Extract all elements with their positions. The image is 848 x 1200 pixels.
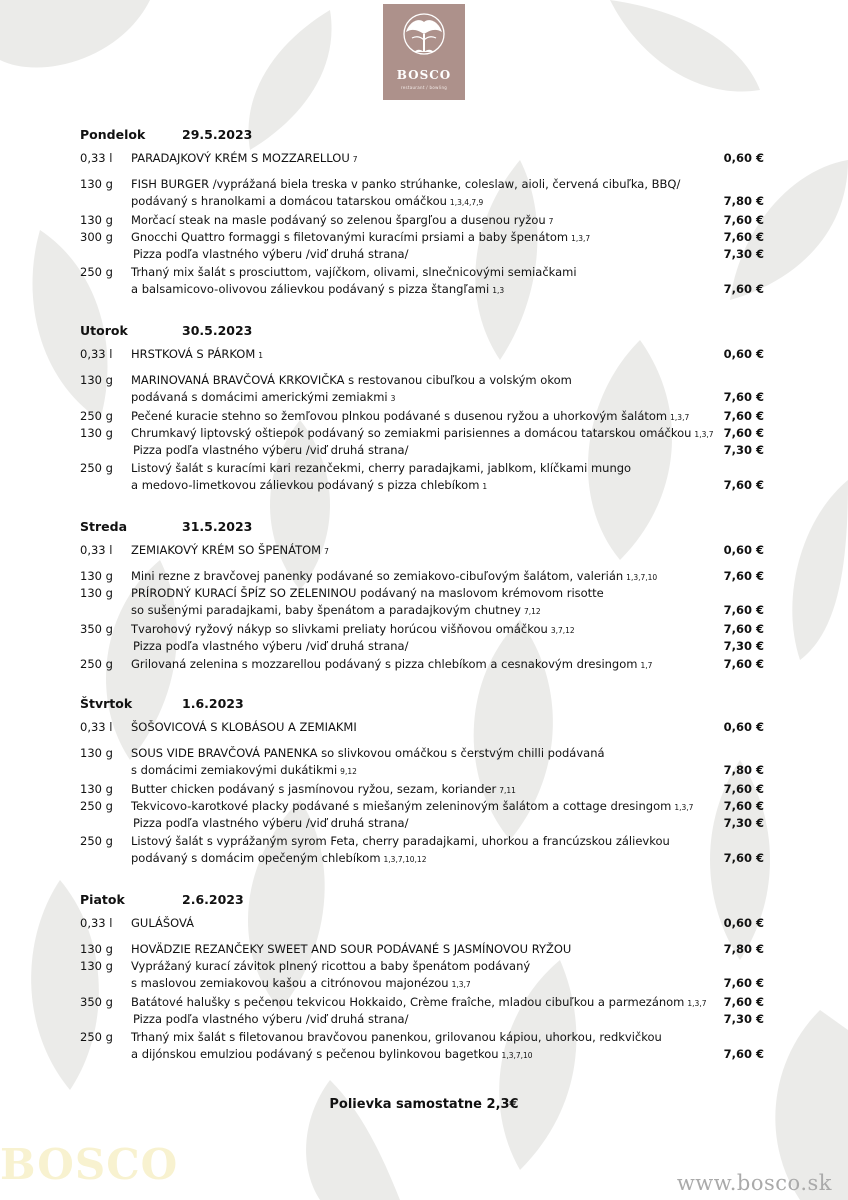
item-quantity: 0,33 l	[80, 543, 113, 557]
item-description	[131, 975, 471, 993]
item-description	[131, 176, 680, 193]
item-price: 7,60 €	[723, 850, 764, 865]
item-price: 0,60 €	[723, 347, 764, 361]
item-price: 7,30 €	[723, 639, 764, 654]
item-price: 7,60 €	[723, 477, 764, 492]
item-description	[131, 193, 483, 211]
item-description-text: Chrumkavý liptovský oštiepok podávaný so zemiakmi parisiennes a domácou tatarskou omáčkou	[131, 426, 692, 441]
allergen-codes: 9,12	[340, 767, 357, 777]
item-description-text: Mini rezne z bravčovej panenky podávané so zemiakovo-cibuľovým šalátom, valerián	[131, 569, 624, 583]
item-description-text: s maslovou zemiakovou kašou a citrónovou majonézou	[131, 976, 449, 991]
item-description	[133, 1011, 408, 1028]
item-price: 7,60 €	[723, 656, 764, 671]
item-price: 7,80 €	[723, 194, 764, 209]
day-name: Utorok	[80, 323, 128, 338]
item-quantity: 0,33 l	[80, 151, 113, 165]
day-name: Pondelok	[80, 127, 146, 142]
soup-name	[131, 150, 358, 168]
item-description	[131, 389, 395, 407]
item-quantity: 350 g	[80, 622, 113, 637]
item-price: 7,60 €	[723, 622, 764, 637]
day-date: 30.5.2023	[182, 323, 253, 338]
item-quantity: 130 g	[80, 426, 113, 441]
item-quantity: 250 g	[80, 1029, 113, 1044]
day-date: 1.6.2023	[182, 696, 244, 711]
item-price: 7,60 €	[723, 995, 764, 1010]
logo-wordmark: BOSCO	[396, 68, 452, 82]
allergen-codes: 1,3,7,10	[626, 573, 658, 582]
allergen-codes: 7	[548, 216, 554, 226]
item-description-text: a balsamicovo-olivovou zálievkou podávaný s pizza štangľami	[131, 281, 490, 296]
menu-item-line	[0, 815, 848, 832]
menu-item-line	[0, 425, 848, 442]
day-date: 29.5.2023	[182, 127, 253, 142]
item-description-text: Pizza podľa vlastného výberu /viď druhá strana/	[133, 816, 409, 831]
allergen-codes: 7,12	[523, 607, 541, 617]
item-price: 7,30 €	[723, 443, 764, 458]
item-description	[131, 833, 670, 850]
menu-item-line	[0, 477, 848, 494]
item-price: 7,80 €	[723, 763, 764, 778]
menu-item-line	[0, 1046, 848, 1063]
item-quantity: 250 g	[80, 833, 113, 848]
item-quantity: 250 g	[80, 264, 113, 279]
day-name: Štvrtok	[80, 696, 133, 711]
item-description	[133, 442, 408, 459]
item-description	[131, 264, 577, 281]
item-description-text: Pizza podľa vlastného výberu /viď druhá strana/	[133, 443, 409, 458]
menu-item-line	[0, 994, 848, 1011]
allergen-codes: 1,3,4,7,9	[449, 198, 484, 208]
item-description	[131, 477, 487, 495]
item-description-text: podávaný s domácim opečeným chlebíkom	[131, 850, 381, 865]
item-price: 7,60 €	[723, 569, 764, 583]
menu-item-line	[0, 389, 848, 406]
item-description-text: Tekvicovo-karotkové placky podávané s miešaným zeleninovým šalátom a cottage dresingom	[131, 799, 672, 814]
item-description	[131, 460, 631, 477]
menu-item-line	[0, 745, 848, 762]
item-description-text: Pečené kuracie stehno so žemľovou plnkou podávané s dusenou ryžou a uhorkovým šalátom	[131, 408, 668, 423]
item-quantity: 250 g	[80, 656, 113, 671]
menu-item-line	[0, 568, 848, 585]
item-description-text: FISH BURGER /vyprážaná biela treska v panko strúhanke, coleslaw, aioli, červená cibuľka, BBQ/	[131, 177, 681, 191]
menu-item-line	[0, 1029, 848, 1046]
day-name: Streda	[80, 519, 128, 534]
allergen-codes: 3,7,12	[550, 626, 575, 636]
item-price: 7,60 €	[723, 408, 764, 423]
menu-item-line	[0, 264, 848, 281]
day-name: Piatok	[80, 892, 125, 907]
item-description-text: Trhaný mix šalát s prosciuttom, vajíčkom, olivami, slnečnicovými semiačkami	[131, 264, 577, 279]
item-description	[131, 602, 541, 620]
item-quantity: 130 g	[80, 586, 113, 601]
soup-name	[131, 542, 329, 560]
menu-item-line	[0, 585, 848, 602]
item-description-text: Butter chicken podávaný s jasmínovou ryžou, sezam, koriander	[131, 781, 497, 796]
item-quantity: 130 g	[80, 781, 113, 796]
item-description-text: Listový šalát s vyprážaným syrom Feta, cherry paradajkami, uhorkou a francúzskou zálievkou	[131, 833, 670, 848]
item-quantity: 250 g	[80, 799, 113, 814]
menu-item-line	[0, 408, 848, 425]
allergen-codes: 1,3,7	[674, 803, 694, 813]
item-price: 7,60 €	[723, 976, 764, 991]
item-quantity: 130 g	[80, 212, 113, 227]
item-description-text: Listový šalát s kuracími kari rezančekmi, cherry paradajkami, jablkom, klíčkami mungo	[131, 460, 632, 475]
menu-item-line	[0, 798, 848, 815]
item-description	[131, 1029, 662, 1046]
item-price: 7,30 €	[723, 1012, 764, 1027]
item-description	[131, 656, 652, 674]
item-description	[133, 638, 408, 655]
allergen-codes: 1,7	[640, 660, 653, 670]
item-description	[131, 568, 657, 586]
item-description-text: HOVÄDZIE REZANČEKY SWEET AND SOUR PODÁVANÉ S JASMÍNOVOU RYŽOU	[131, 942, 572, 956]
item-description	[131, 372, 572, 389]
item-description-text: MARINOVANÁ BRAVČOVÁ KRKOVIČKA s restovanou cibuľkou a volským okom	[131, 373, 572, 387]
menu-item-line	[0, 638, 848, 655]
item-description	[131, 781, 516, 799]
soup-name-text: ZEMIAKOVÝ KRÉM SO ŠPENÁTOM	[131, 543, 322, 557]
item-description	[131, 1046, 533, 1064]
item-price: 0,60 €	[723, 151, 764, 165]
menu-item-line	[0, 975, 848, 992]
item-quantity: 130 g	[80, 959, 113, 974]
allergen-codes: 1	[482, 481, 488, 491]
soup-name-text: HRSTKOVÁ S PÁRKOM	[131, 347, 256, 361]
menu-item-line	[0, 212, 848, 229]
item-quantity: 0,33 l	[80, 720, 113, 734]
soup-row	[0, 542, 848, 559]
item-description	[131, 762, 357, 780]
soup-name-text: ŠOŠOVICOVÁ S KLOBÁSOU A ZEMIAKMI	[131, 720, 357, 734]
item-description-text: Tvarohový ryžový nákyp so slivkami preliaty horúcou višňovou omáčkou	[131, 622, 548, 637]
item-description-text: Pizza podľa vlastného výberu /viď druhá strana/	[133, 247, 409, 262]
item-price: 7,60 €	[723, 799, 764, 814]
allergen-codes: 1,3,7	[694, 430, 714, 440]
item-price: 7,60 €	[723, 603, 764, 618]
item-description-text: Vyprážaný kurací závitok plnený ricottou a baby špenátom podávaný	[131, 959, 531, 974]
item-quantity: 130 g	[80, 373, 113, 387]
item-quantity: 350 g	[80, 995, 113, 1010]
soup-name	[131, 346, 263, 364]
day-date: 2.6.2023	[182, 892, 244, 907]
allergen-codes: 1,3,7	[451, 980, 471, 990]
menu-item-line	[0, 833, 848, 850]
menu-item-line	[0, 281, 848, 298]
menu-item-line	[0, 602, 848, 619]
item-price: 7,80 €	[723, 942, 764, 956]
item-description	[131, 229, 590, 247]
allergen-codes: 1,3,7	[571, 234, 591, 244]
menu-item-line	[0, 229, 848, 246]
item-description	[131, 850, 426, 868]
brand-watermark: BOSCO	[0, 1140, 179, 1189]
item-quantity: 250 g	[80, 408, 113, 423]
item-description-text: podávaná s domácimi americkými zemiakmi	[131, 390, 388, 405]
allergen-codes: 7	[352, 155, 358, 164]
menu-item-line	[0, 621, 848, 638]
allergen-codes: 1,3,7,10	[501, 1050, 533, 1060]
item-description	[131, 994, 706, 1012]
item-description	[131, 281, 504, 299]
allergen-codes: 1	[258, 351, 264, 360]
menu-item-line	[0, 762, 848, 779]
logo-tagline: restaurant / bowling	[400, 85, 448, 90]
menu-item-line	[0, 781, 848, 798]
item-quantity: 130 g	[80, 569, 113, 583]
item-price: 7,60 €	[723, 212, 764, 227]
soup-row	[0, 346, 848, 363]
allergen-codes: 7,11	[499, 785, 516, 795]
item-price: 0,60 €	[723, 916, 764, 930]
item-price: 7,60 €	[723, 230, 764, 245]
item-quantity: 300 g	[80, 230, 113, 245]
item-quantity: 130 g	[80, 942, 113, 956]
item-price: 7,60 €	[723, 1046, 764, 1061]
item-description-text: so sušenými paradajkami, baby špenátom a paradajkovým chutney	[131, 603, 521, 618]
soup-name	[131, 915, 194, 932]
soup-separately-note: Polievka samostatne 2,3€	[329, 1097, 519, 1112]
menu-item-line	[0, 958, 848, 975]
item-quantity: 130 g	[80, 746, 113, 760]
allergen-codes: 3	[390, 394, 396, 404]
allergen-codes: 7	[324, 547, 329, 556]
tree-icon	[396, 12, 452, 66]
item-quantity: 0,33 l	[80, 347, 113, 361]
item-description-text: a dijónskou emulziou podávaný s pečenou bylinkovou bagetkou	[131, 1046, 499, 1061]
soup-name	[131, 719, 357, 736]
menu-item-line	[0, 941, 848, 958]
allergen-codes: 1,3	[492, 285, 505, 295]
item-description	[131, 425, 714, 443]
item-description	[131, 408, 689, 426]
item-description-text: SOUS VIDE BRAVČOVÁ PANENKA so slivkovou omáčkou s čerstvým chilli podávaná	[131, 746, 605, 760]
item-price: 7,30 €	[723, 247, 764, 262]
menu-item-line	[0, 246, 848, 263]
menu-item-line	[0, 656, 848, 673]
item-description-text: Pizza podľa vlastného výberu /viď druhá strana/	[133, 639, 409, 654]
menu-item-line	[0, 372, 848, 389]
menu-item-line	[0, 850, 848, 867]
item-price: 7,60 €	[723, 781, 764, 796]
bosco-logo	[383, 4, 465, 100]
menu-item-line	[0, 442, 848, 459]
item-price: 7,60 €	[723, 426, 764, 441]
item-description-text: Trhaný mix šalát s filetovanou bravčovou panenkou, grilovanou kápiou, uhorkou, redkvičkou	[131, 1029, 662, 1044]
item-description	[131, 621, 575, 639]
item-description-text: PRÍRODNÝ KURACÍ ŠPÍZ SO ZELENINOU podávaný na maslovom krémovom risotte	[131, 586, 604, 601]
allergen-codes: 1,3,7,10,12	[383, 854, 427, 864]
item-description-text: podávaný s hranolkami a domácou tatarskou omáčkou	[131, 194, 447, 209]
menu-item-line	[0, 176, 848, 193]
item-description	[133, 246, 408, 263]
soup-name-text: PARADAJKOVÝ KRÉM S MOZZARELLOU	[131, 151, 350, 165]
item-description-text: Gnocchi Quattro formaggi s filetovanými kuracími prsiami a baby špenátom	[131, 230, 569, 245]
item-description	[131, 212, 553, 230]
item-description	[133, 815, 408, 832]
item-description-text: Grilovaná zelenina s mozzarellou podávaný s pizza chlebíkom a cesnakovým dresingom	[131, 656, 638, 671]
allergen-codes: 1,3,7	[687, 999, 707, 1009]
day-date: 31.5.2023	[182, 519, 253, 534]
website-link[interactable]: www.bosco.sk	[676, 1171, 832, 1195]
item-description-text: Batátové halušky s pečenou tekvicou Hokkaido, Crème fraîche, mladou cibuľkou a parmezánom	[131, 995, 685, 1010]
soup-row	[0, 915, 848, 932]
item-quantity: 250 g	[80, 460, 113, 475]
item-description-text: a medovo-limetkovou zálievkou podávaný s pizza chlebíkom	[131, 477, 480, 492]
item-price: 0,60 €	[723, 720, 764, 734]
item-price: 7,60 €	[723, 390, 764, 405]
item-description	[131, 745, 605, 762]
soup-row	[0, 150, 848, 167]
soup-row	[0, 719, 848, 736]
item-description	[131, 941, 571, 958]
item-description-text: s domácimi zemiakovými dukátikmi	[131, 763, 338, 778]
item-description	[131, 798, 693, 816]
menu-item-line	[0, 460, 848, 477]
allergen-codes: 1,3,7	[670, 412, 690, 422]
item-description	[131, 585, 604, 602]
item-description	[131, 958, 530, 975]
menu-item-line	[0, 1011, 848, 1028]
item-quantity: 0,33 l	[80, 916, 113, 930]
item-price: 0,60 €	[723, 543, 764, 557]
item-description-text: Pizza podľa vlastného výberu /viď druhá strana/	[133, 1012, 409, 1027]
soup-name-text: GULÁŠOVÁ	[131, 916, 195, 930]
item-price: 7,60 €	[723, 281, 764, 296]
menu-item-line	[0, 193, 848, 210]
item-description-text: Morčací steak na masle podávaný so zelenou špargľou a dusenou ryžou	[131, 212, 546, 227]
item-price: 7,30 €	[723, 816, 764, 831]
item-quantity: 130 g	[80, 177, 113, 191]
